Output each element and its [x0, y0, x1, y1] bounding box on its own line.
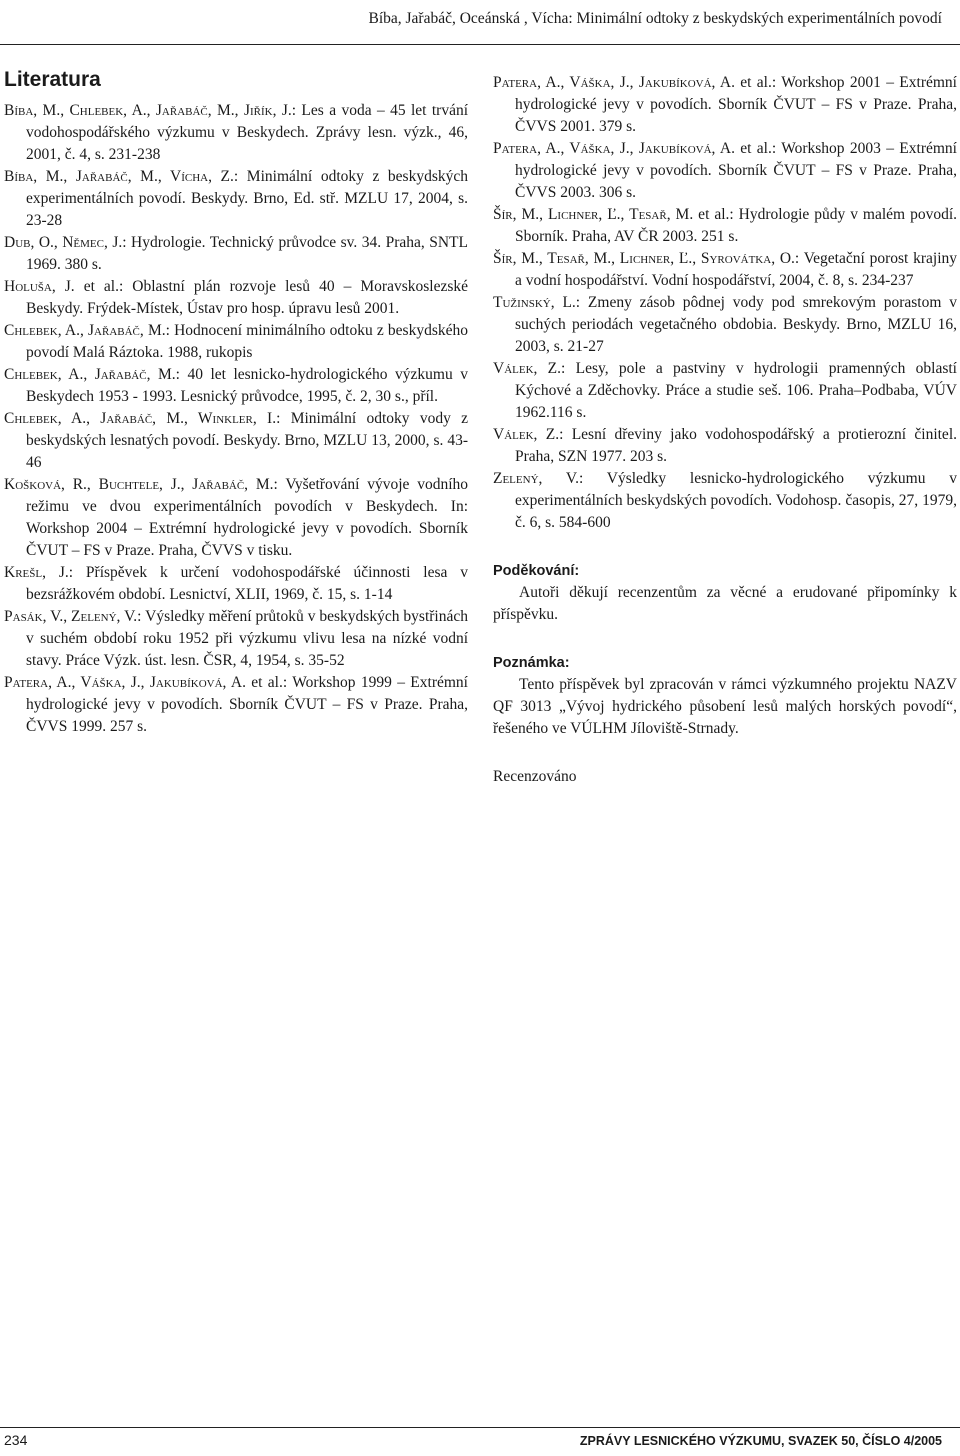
reference-entry	[4, 276, 468, 320]
section-title: Literatura	[4, 68, 101, 91]
reference-authors: Zelený, V.	[493, 470, 579, 487]
reference-authors: Dub, O., Němec, J.	[4, 234, 123, 251]
references-right-column	[493, 72, 957, 788]
reference-text: : Hydrologie. Technický průvodce sv. 34. Praha, SNTL 1969. 380 s.	[26, 234, 468, 273]
reference-authors: Bíba, M., Jařabáč, M., Vícha, Z.	[4, 168, 234, 185]
reference-authors: Válek, Z.	[493, 360, 562, 377]
running-header: Bíba, Jařabáč, Oceánská , Vícha: Minimální odtoky z beskydských experimentálních povodí	[368, 10, 942, 27]
reference-authors: Krešl, J.	[4, 564, 69, 581]
reference-entry	[4, 606, 468, 672]
reference-authors: Chlebek, A., Jařabáč, M.	[4, 322, 166, 339]
reference-text: et al.: Hydrologie půdy v malém povodí. Sborník. Praha, AV ČR 2003. 251 s.	[515, 206, 958, 245]
reference-authors: Chlebek, A., Jařabáč, M.	[4, 366, 176, 383]
reference-entry	[4, 474, 468, 562]
reference-authors: Patera, A., Váška, J., Jakubíková, A.	[493, 140, 735, 157]
reference-text: : Vyšetřování vývoje vodního režimu ve dvou experimentálních povodích v Beskydech. In: Workshop 2004 – Extrémní hydrologické jevy v povodích. Sborník ČVUT – FS v Praze. Praha, ČVVS v tisku.	[26, 476, 469, 559]
reference-text: : Zmeny zásob pôdnej vody pod smrekovým porastom v suchých periodách vegetačného obdobia. Beskydy. Brno, MZLU 16, 2003, s. 21-27	[515, 294, 957, 355]
acknowledgement-heading: Poděkování:	[493, 563, 580, 579]
reference-text: : Hodnocení minimálního odtoku z beskydského povodí Malá Ráztoka. 1988, rukopis	[26, 322, 469, 361]
reference-entry	[4, 232, 468, 276]
reference-authors: Pasák, V., Zelený, V.	[4, 608, 138, 625]
reference-authors: Válek, Z.	[493, 426, 560, 443]
reference-text: : Vegetační porost krajiny a vodní hospodářství. Vodní hospodářství, 2004, č. 8, s. 234-237	[515, 250, 957, 289]
reference-entry	[493, 204, 957, 248]
reference-entry	[4, 364, 468, 408]
footer-divider	[0, 1427, 960, 1428]
note-text: Tento příspěvek byl zpracován v rámci výzkumného projektu NAZV QF 3013 „Vývoj hydrického působení lesů malých horských povodí“, řešeného ve VÚLHM Jíloviště-Strnady.	[493, 676, 957, 737]
reference-text: et al.: Oblastní plán rozvoje lesů 40 – Moravskoslezské Beskydy. Frýdek-Místek, Ústav pro hosp. úpravu lesů 2001.	[26, 278, 468, 317]
reference-entry	[493, 358, 957, 424]
reference-text: et al.: Workshop 2001 – Extrémní hydrologické jevy v povodích. Sborník ČVUT – FS v Praze. Praha, ČVVS 2001. 379 s.	[515, 74, 957, 135]
reference-authors: Šír, M., Tesař, M., Lichner, Ľ., Syrovátka, O.	[493, 250, 795, 267]
reference-entry	[493, 424, 957, 468]
reference-text: : Lesy, pole a pastviny v hydrologii pramenných oblastí Kýchové a Zděchovky. Práce a studie seš. 106. Praha–Podbaba, VÚV 1962.116 s.	[515, 360, 957, 421]
reference-text: : Příspěvek k určení vodohospodářské účinnosti lesa v bezsrážkovém období. Lesnictví, XLII, 1969, č. 15, s. 1-14	[26, 564, 468, 603]
reference-entry	[493, 248, 957, 292]
reference-text: : Výsledky měření průtoků v beskydských bystřinách v suchém období roku 1952 při výzkumu vlivu lesa na nízké vodní stavy. Práce Výzk. úst. lesn. ČSR, 4, 1954, s. 35-52	[26, 608, 468, 669]
reference-entry	[493, 292, 957, 358]
reference-entry	[4, 672, 468, 738]
reference-authors: Holuša, J.	[4, 278, 75, 295]
reference-text: : Minimální odtoky vody z beskydských lesnatých povodí. Beskydy. Brno, MZLU 13, 2000, s. 43-46	[26, 410, 469, 471]
reference-text: : Výsledky lesnicko-hydrologického výzkumu v experimentálních beskydských povodích. Vodohosp. časopis, 27, 1979, č. 6, s. 584-600	[515, 470, 957, 531]
journal-title: ZPRÁVY LESNICKÉHO VÝZKUMU, SVAZEK 50, ČÍSLO 4/2005	[579, 1434, 942, 1448]
acknowledgement-text: Autoři děkují recenzentům za věcné a erudované připomínky k příspěvku.	[493, 584, 957, 623]
reference-entry	[4, 562, 468, 606]
reference-authors: Tužinský, L.	[493, 294, 576, 311]
note-heading: Poznámka:	[493, 655, 570, 671]
reference-authors: Bíba, M., Chlebek, A., Jařabáč, M., Jiřík, J.	[4, 102, 292, 119]
reviewed-label: Recenzováno	[493, 768, 577, 785]
reference-authors: Chlebek, A., Jařabáč, M., Winkler, I.	[4, 410, 277, 427]
reference-text: : Minimální odtoky z beskydských experimentálních povodí. Beskydy. Brno, Ed. stř. MZLU 17, 2004, s. 23-28	[26, 168, 468, 229]
reference-entry	[493, 468, 957, 534]
reference-entry	[4, 166, 468, 232]
reference-authors: Košková, R., Buchtele, J., Jařabáč, M.	[4, 476, 274, 493]
reference-authors: Patera, A., Váška, J., Jakubíková, A.	[493, 74, 735, 91]
reference-text: : 40 let lesnicko-hydrologického výzkumu v Beskydech 1953 - 1993. Lesnický průvodce, 1995, č. 2, 30 s., příl.	[26, 366, 468, 405]
reference-text: : Lesní dřeviny jako vodohospodářský a protierozní činitel. Praha, SZN 1977. 203 s.	[515, 426, 957, 465]
reference-authors: Patera, A., Váška, J., Jakubíková, A.	[4, 674, 246, 691]
reference-entry	[493, 138, 957, 204]
reference-entry	[4, 100, 468, 166]
reference-entry	[4, 320, 468, 364]
reference-entry	[4, 408, 468, 474]
reference-text: : Les a voda – 45 let trvání vodohospodářského výzkumu v Beskydech. Zprávy lesn. výzk., 46, 2001, č. 4, s. 231-238	[26, 102, 469, 163]
reference-entry	[493, 72, 957, 138]
references-left-column	[4, 100, 468, 738]
reference-text: et al.: Workshop 1999 – Extrémní hydrologické jevy v povodích. Sborník ČVUT – FS v Praze. Praha, ČVVS 1999. 257 s.	[26, 674, 468, 735]
header-divider	[0, 44, 960, 45]
reference-text: et al.: Workshop 2003 – Extrémní hydrologické jevy v povodích. Sborník ČVUT – FS v Praze. Praha, ČVVS 2003. 306 s.	[515, 140, 957, 201]
page-number: 234	[4, 1432, 28, 1448]
reference-authors: Šír, M., Lichner, Ľ., Tesař, M.	[493, 206, 694, 223]
